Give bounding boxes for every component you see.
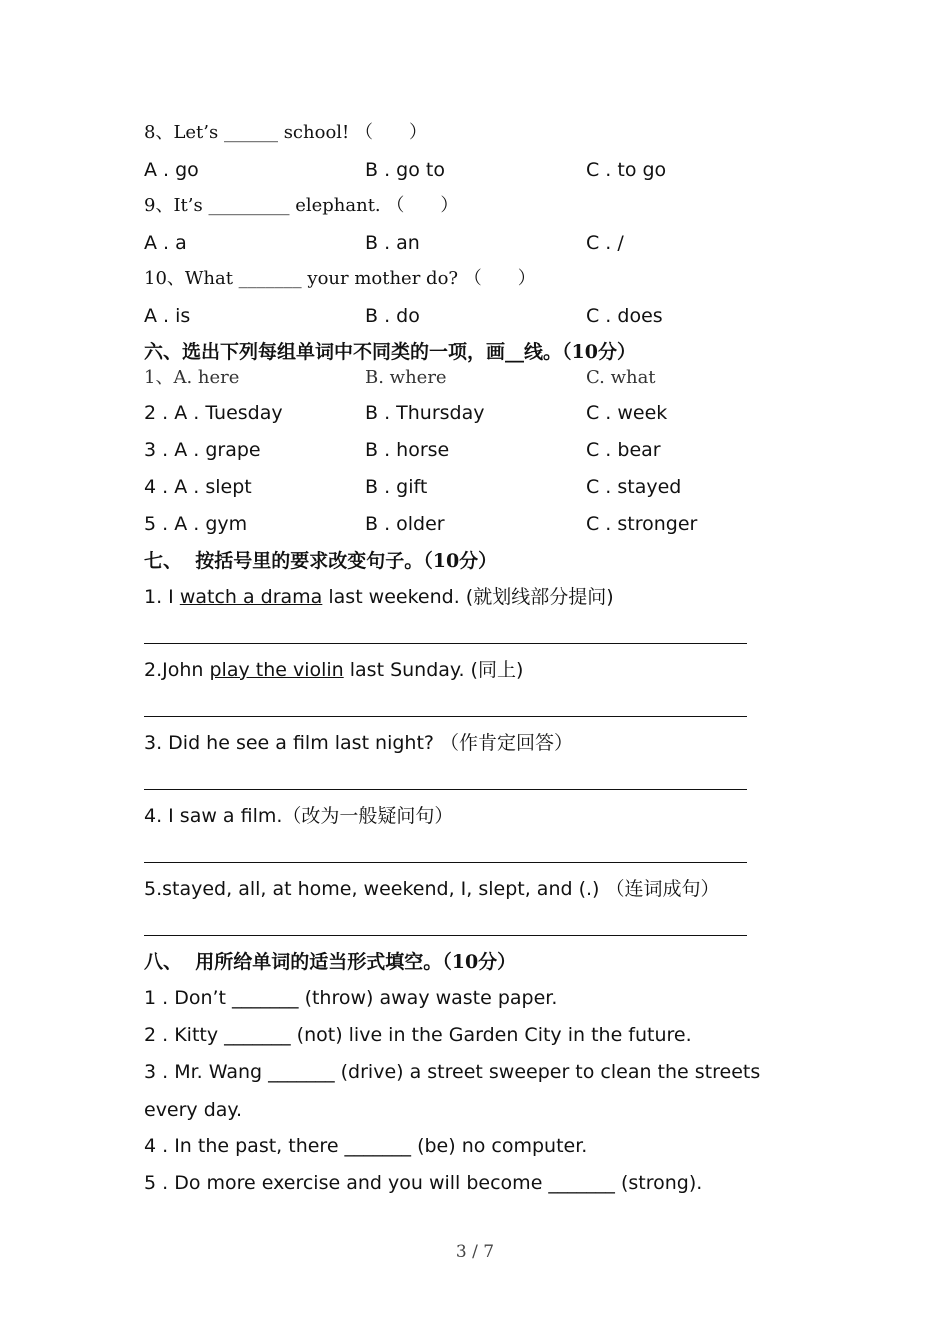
question-text: last Sunday. (同上) bbox=[343, 659, 524, 681]
question-8: 8、Let’s ______ school! （ ） bbox=[144, 122, 427, 143]
option-a: 1、A. here bbox=[144, 367, 240, 388]
option-a: A . a bbox=[144, 232, 187, 254]
section-8-item-continuation: every day. bbox=[144, 1099, 242, 1121]
underlined-phrase: play the violin bbox=[209, 659, 344, 681]
question-text: last weekend. (就划线部分提问) bbox=[322, 586, 614, 608]
answer-line[interactable] bbox=[144, 716, 747, 717]
question-9-options bbox=[144, 231, 844, 255]
option-b: B . an bbox=[365, 232, 420, 254]
option-c: C . to go bbox=[586, 159, 667, 181]
section-6-title: 六、选出下列每组单词中不同类的一项，画__线。（10分） bbox=[144, 341, 636, 363]
option-a: A . is bbox=[144, 305, 191, 327]
section-8-item: 2 . Kitty _______ (not) live in the Garden City in the future. bbox=[144, 1024, 692, 1046]
question-8-options bbox=[144, 158, 844, 182]
question-10-options bbox=[144, 304, 844, 328]
question-9: 9、It’s _________ elephant. （ ） bbox=[144, 195, 459, 216]
option-c: C . / bbox=[586, 232, 624, 254]
option-b: B. where bbox=[365, 367, 447, 388]
section-8-item: 4 . In the past, there _______ (be) no computer. bbox=[144, 1135, 588, 1157]
option-b: B . go to bbox=[365, 159, 445, 181]
option-c: C . stronger bbox=[586, 513, 698, 535]
section-7-question-3: 3. Did he see a film last night? （作肯定回答） bbox=[144, 732, 574, 754]
section-6-row bbox=[144, 401, 844, 425]
option-b: B . do bbox=[365, 305, 420, 327]
section-6-row bbox=[144, 366, 844, 390]
option-c: C . bear bbox=[586, 439, 661, 461]
option-a: 5 . A . gym bbox=[144, 513, 248, 535]
option-c: C . stayed bbox=[586, 476, 682, 498]
page-number: 3 / 7 bbox=[455, 1242, 495, 1262]
section-8-title: 八、 用所给单词的适当形式填空。（10分） bbox=[144, 951, 517, 973]
section-7-question-2 bbox=[144, 658, 523, 682]
section-7-title: 七、 按括号里的要求改变句子。（10分） bbox=[144, 550, 498, 572]
option-c: C. what bbox=[586, 367, 656, 388]
option-a: 4 . A . slept bbox=[144, 476, 252, 498]
section-8-item: 3 . Mr. Wang _______ (drive) a street sweeper to clean the streets bbox=[144, 1061, 761, 1083]
answer-line[interactable] bbox=[144, 789, 747, 790]
option-a: A . go bbox=[144, 159, 199, 181]
option-a: 2 . A . Tuesday bbox=[144, 402, 283, 424]
section-8-item: 1 . Don’t _______ (throw) away waste paper. bbox=[144, 987, 558, 1009]
section-7-question-4: 4. I saw a film.（改为一般疑问句） bbox=[144, 805, 454, 827]
option-c: C . does bbox=[586, 305, 663, 327]
section-7-question-5: 5.stayed, all, at home, weekend, I, slept, and (.) （连词成句） bbox=[144, 878, 720, 900]
answer-line[interactable] bbox=[144, 862, 747, 863]
underlined-phrase: watch a drama bbox=[179, 586, 323, 608]
section-6-row bbox=[144, 475, 844, 499]
section-8-item: 5 . Do more exercise and you will become _______ (strong). bbox=[144, 1172, 703, 1194]
answer-line[interactable] bbox=[144, 643, 747, 644]
section-6-row bbox=[144, 438, 844, 462]
section-6-row bbox=[144, 512, 844, 536]
answer-line[interactable] bbox=[144, 935, 747, 936]
question-text: 1. I bbox=[144, 586, 180, 608]
option-b: B . older bbox=[365, 513, 445, 535]
section-7-question-1 bbox=[144, 585, 614, 609]
option-b: B . horse bbox=[365, 439, 450, 461]
option-c: C . week bbox=[586, 402, 668, 424]
option-b: B . Thursday bbox=[365, 402, 485, 424]
question-10: 10、What _______ your mother do? （ ） bbox=[144, 268, 536, 289]
option-a: 3 . A . grape bbox=[144, 439, 261, 461]
option-b: B . gift bbox=[365, 476, 428, 498]
question-text: 2.John bbox=[144, 659, 210, 681]
